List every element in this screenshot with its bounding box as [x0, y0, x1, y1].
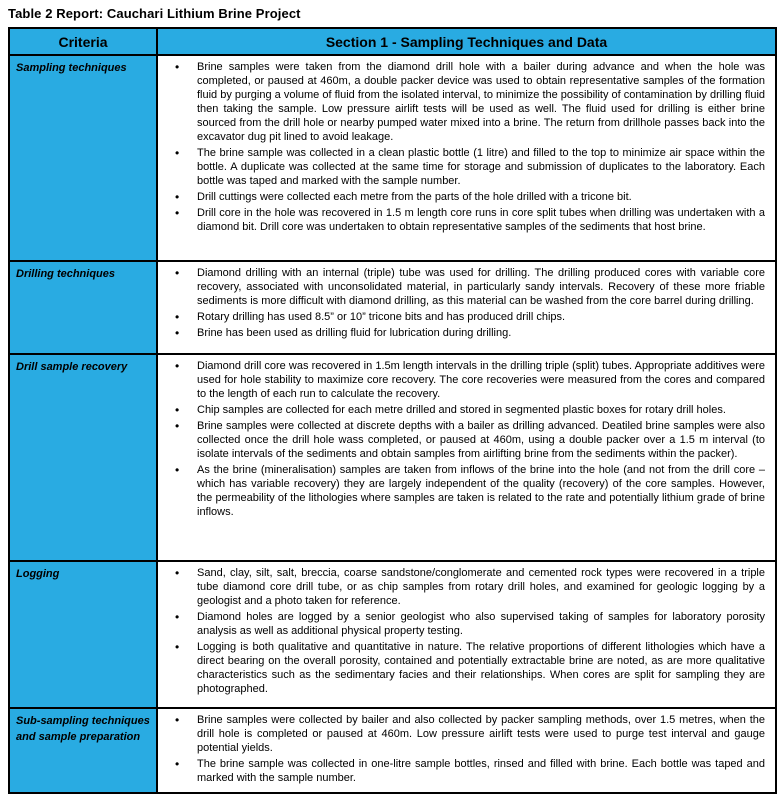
content-cell — [157, 55, 776, 261]
bullet-item: • Chip samples are collected for each metre drilled and stored in segmented plastic boxes for rotary drill holes. — [158, 403, 765, 417]
table-row-logging — [9, 561, 776, 708]
criteria-cell: Logging — [9, 561, 157, 708]
bullet-item: • The brine sample was collected in a clean plastic bottle (1 litre) and filled to the top to minimize air space within the bottle. A duplicate was collected at the same time for storage and submission of duplicates to the laboratory. Each bottle was taped and marked with the sample number. — [158, 146, 765, 188]
bullet-item: • Drill core in the hole was recovered in 1.5 m length core runs in core split tubes when drilling was undertaken with a diamond bit. Drill core was undertaken to obtain representative samples of the sediments that host brine. — [158, 206, 765, 234]
bullet-item: • As the brine (mineralisation) samples are taken from inflows of the brine into the hole (and not from the drill core – which has variable recovery) they are largely independent of the quality (recovery) of the core samples. However, the permeability of the lithologies where samples are taken is related to the rate and potentially lithium grade of brine inflows. — [158, 463, 765, 519]
bullet-item: • Drill cuttings were collected each metre from the parts of the hole drilled with a tricone bit. — [158, 190, 765, 204]
bullet-item: • Diamond drill core was recovered in 1.5m length intervals in the drilling triple (split) tubes. Appropriate additives were used for hole stability to maximize core recovery. The core recoveries were measured from the cores and compared to the length of each run to calculate the recovery. — [158, 359, 765, 401]
bullet-list — [158, 60, 765, 234]
bullet-item: • Sand, clay, silt, salt, breccia, coarse sandstone/conglomerate and cemented rock types were recovered in a triple tube diamond core drill tube, or as chip samples from rotary drill holes, and examined for geologic logging by a geologist and a photo taken for reference. — [158, 566, 765, 608]
bullet-item: • Brine samples were collected by bailer and also collected by packer sampling methods, over 1.5 metres, when the drill hole is completed or paused at 460m. Low pressure airlift tests were used to purge test interval and gauge potential yields. — [158, 713, 765, 755]
bullet-item: • The brine sample was collected in one-litre sample bottles, rinsed and filled with brine. Each bottle was taped and marked with the sample number. — [158, 757, 765, 785]
header-cell-section: Section 1 - Sampling Techniques and Data — [157, 28, 776, 55]
content-cell — [157, 261, 776, 354]
bullet-list — [158, 713, 765, 785]
table-row-sub-sampling — [9, 708, 776, 793]
report-table — [8, 27, 777, 794]
criteria-cell: Sub-sampling techniques and sample preparation — [9, 708, 157, 793]
bullet-list — [158, 359, 765, 519]
criteria-cell: Sampling techniques — [9, 55, 157, 261]
header-cell-criteria: Criteria — [9, 28, 157, 55]
bullet-item: • Rotary drilling has used 8.5” or 10” tricone bits and has produced drill chips. — [158, 310, 765, 324]
bullet-item: • Diamond holes are logged by a senior geologist who also supervised taking of samples for laboratory porosity analysis as well as additional physical property testing. — [158, 610, 765, 638]
header-row — [9, 28, 776, 55]
criteria-cell: Drilling techniques — [9, 261, 157, 354]
table-body — [9, 55, 776, 793]
table-row-drilling-techniques — [9, 261, 776, 354]
criteria-cell: Drill sample recovery — [9, 354, 157, 561]
table-row-sampling-techniques — [9, 55, 776, 261]
content-cell — [157, 708, 776, 793]
table-row-drill-sample-recovery — [9, 354, 776, 561]
bullet-item: • Brine samples were taken from the diamond drill hole with a bailer during advance and when the hole was completed, or paused at 460m, a double packer device was used to obtain representative samples of the formation fluid by purging a volume of fluid from the isolated interval, to minimize the possibility of contamination by drilling fluid then taking the sample. Low pressure airlift tests will be used as well. The fluid used for drilling is either brine sourced from the drill hole or nearby pumped water mixed into a brine. The return from drillhole passes back into the excavator dug pit lined to avoid leakage. — [158, 60, 765, 144]
bullet-item: • Brine has been used as drilling fluid for lubrication during drilling. — [158, 326, 765, 340]
bullet-list — [158, 566, 765, 696]
content-cell — [157, 354, 776, 561]
content-cell — [157, 561, 776, 708]
table-header — [9, 28, 776, 55]
bullet-list — [158, 266, 765, 340]
bullet-item: • Brine samples were collected at discrete depths with a bailer as drilling advanced. Deatiled brine samples were also collected once the drill hole wass completed, or paused at 460m, using a double packer over a 1.5 m interval (to isolate intervals of the sediments and obtain samples from airlifting brine from the sediments within the packer). — [158, 419, 765, 461]
bullet-item: • Logging is both qualitative and quantitative in nature. The relative proportions of different lithologies which have a direct bearing on the overall porosity, contained and potentially extractable brine are noted, as are more qualitative characteristics such as the sedimentary facies and their relationships. When cores are split for sampling they are photographed. — [158, 640, 765, 696]
bullet-item: • Diamond drilling with an internal (triple) tube was used for drilling. The drilling produced cores with variable core recovery, associated with unconsolidated material, in particularly sandy intervals. Recovery of these more friable sediments is more difficult with diamond drilling, as this material can be washed from the core barrel during drilling. — [158, 266, 765, 308]
document-title: Table 2 Report: Cauchari Lithium Brine Project — [8, 6, 301, 21]
